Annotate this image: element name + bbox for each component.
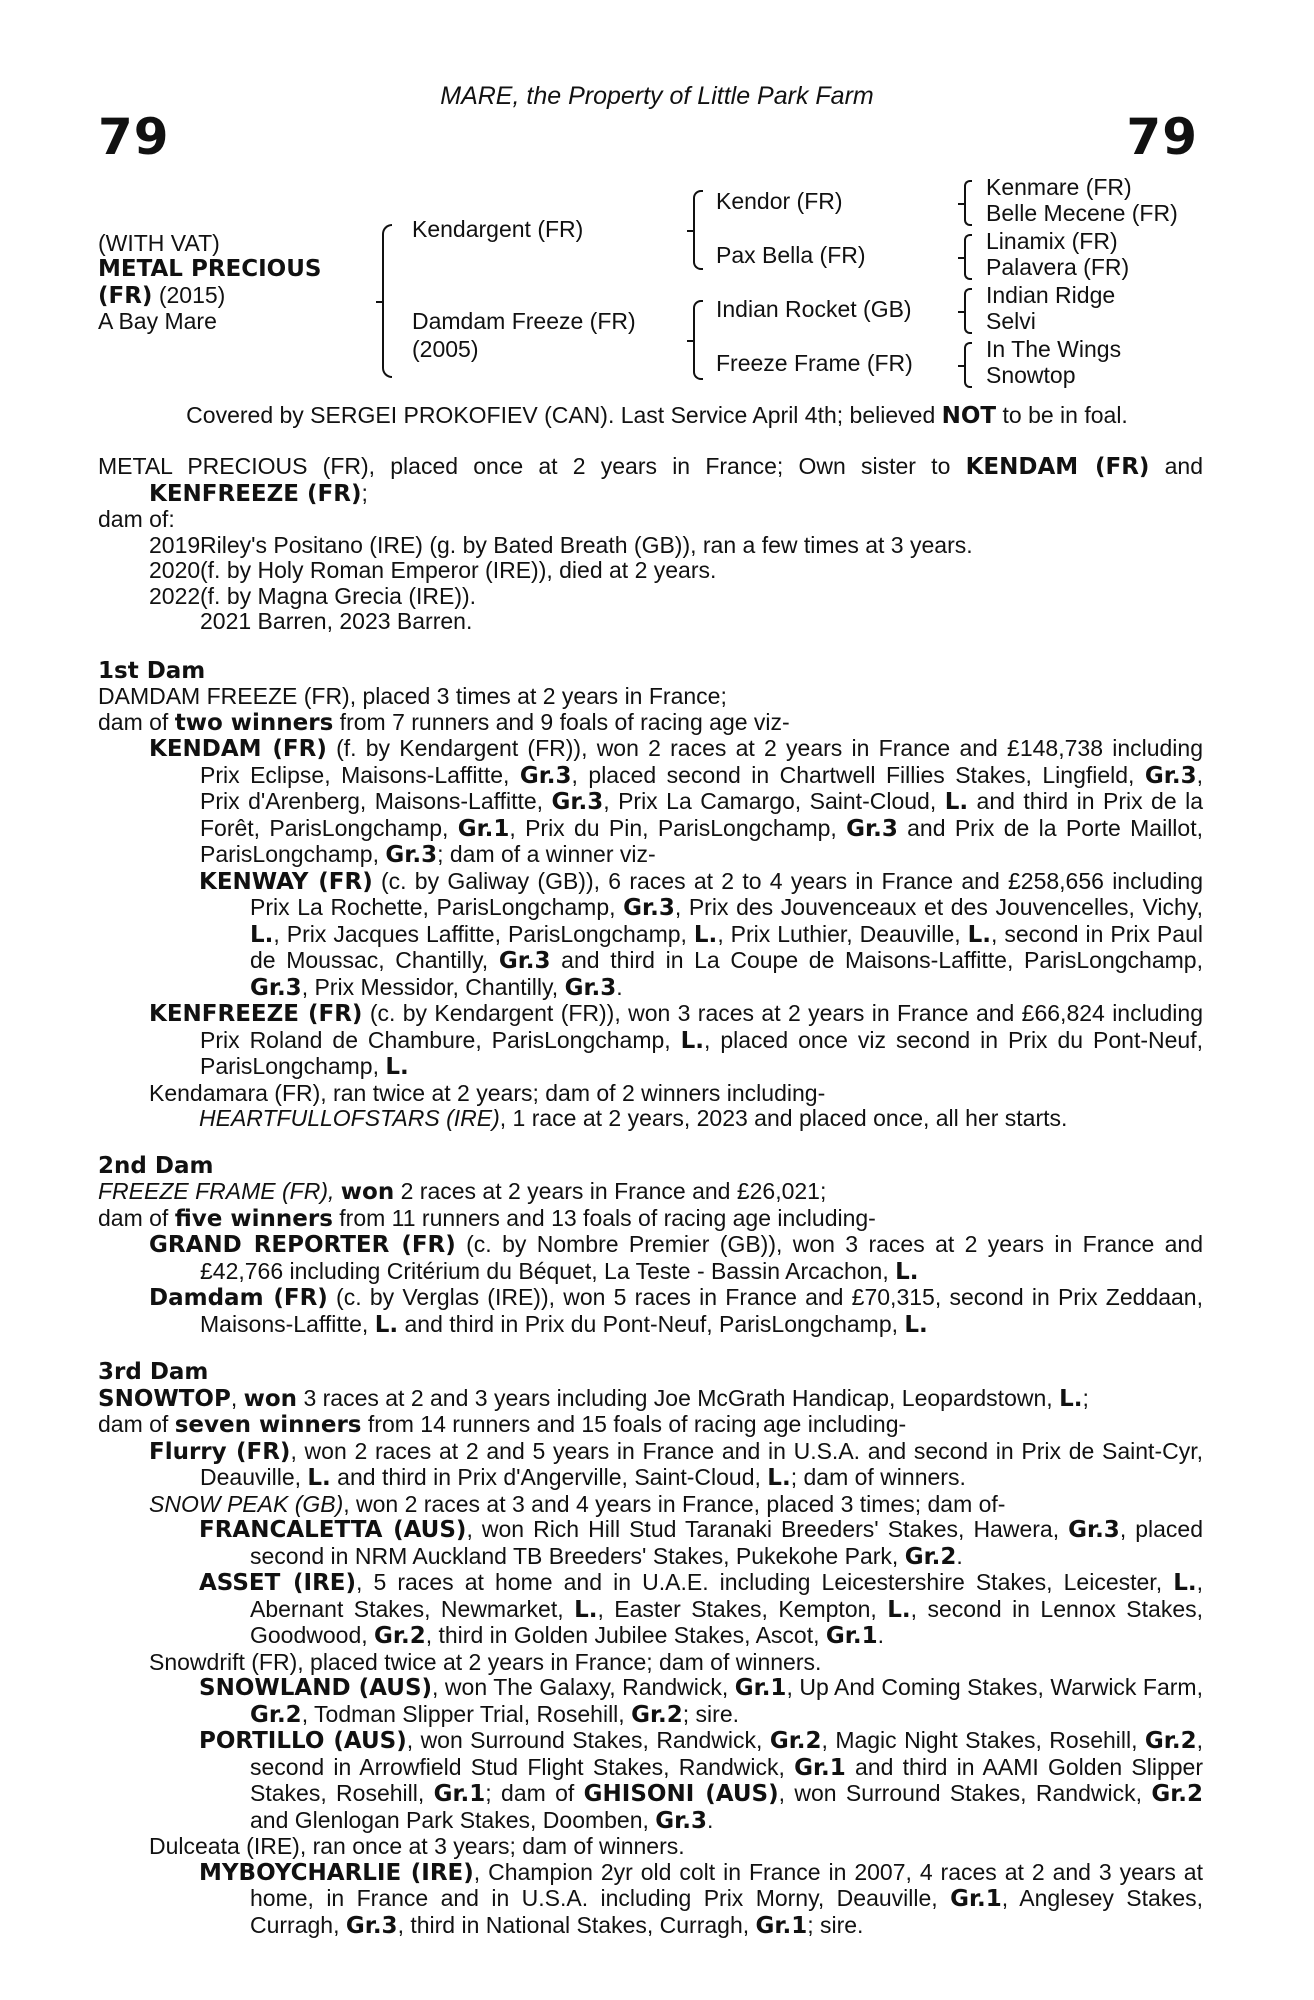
progeny-kenfreeze: KENFREEZE (FR) (c. by Kendargent (FR)), won 3 races at 2 years in France and £66,824 including Prix Roland de Chambure, ParisLongchamp, L., placed once viz second in Prix du Pont-Neuf, ParisLongchamp, L. (149, 1000, 1203, 1080)
progeny-myboycharlie: MYBOYCHARLIE (IRE), Champion 2yr old colt in France in 2007, 4 races at 2 and 3 years at home, in France and in U.S.A. including Prix Morny, Deauville, Gr.1, Anglesey Stakes, Curragh, Gr.3, third in National Stakes, Curragh, Gr.1; sire. (199, 1858, 1203, 1939)
vat-note: (WITH VAT) (98, 230, 220, 256)
gen4-snowtop: Snowtop (986, 362, 1076, 388)
second-dam-line: FREEZE FRAME (FR), won 2 races at 2 years in France and £26,021; (98, 1178, 827, 1205)
produce-record (98, 533, 1203, 635)
progeny-kendamara: Kendamara (FR), ran twice at 2 years; dam of 2 winners including- (149, 1079, 826, 1106)
horse-name: METAL PRECIOUS (98, 256, 322, 282)
brace-gen3-2 (964, 234, 972, 280)
produce-row: 2022(f. by Magna Grecia (IRE)). (149, 582, 477, 609)
dam-year: (2005) (412, 336, 479, 362)
lot-number-left: 79 (98, 108, 170, 166)
second-dam-produce-line: dam of five winners from 11 runners and 13 foals of racing age including- (98, 1204, 876, 1232)
first-dam-line: DAMDAM FREEZE (FR), placed 3 times at 2 years in France; (98, 683, 727, 709)
sire-name: Kendargent (FR) (412, 216, 584, 242)
gen3-indian-rocket: Indian Rocket (GB) (716, 296, 912, 322)
gen4-kenmare: Kenmare (FR) (986, 174, 1132, 200)
progeny-damdam: Damdam (FR) (c. by Verglas (IRE)), won 5 races in France and £70,315, second in Prix Zeddaan, Maisons-Laffitte, L. and third in Prix du Pont-Neuf, ParisLongchamp, L. (149, 1284, 1203, 1338)
gen4-belle-mecene: Belle Mecene (FR) (986, 200, 1178, 226)
covering-note: Covered by SERGEI PROKOFIEV (CAN). Last Service April 4th; believed NOT to be in foal. (186, 402, 1128, 429)
progeny-portillo: PORTILLO (AUS), won Surround Stakes, Randwick, Gr.2, Magic Night Stakes, Rosehill, Gr.2, second in Arrowfield Stud Flight Stakes, Randwick, Gr.1 and third in AAMI Golden Slipper Stakes, Rosehill, Gr.1; dam of GHISONI (AUS), won Surround Stakes, Randwick, Gr.2 and Glenlogan Park Stakes, Doomben, Gr.3. (199, 1727, 1204, 1834)
progeny-snowdrift: Snowdrift (FR), placed twice at 2 years in France; dam of winners. (149, 1648, 822, 1675)
gen4-indian-ridge: Indian Ridge (986, 282, 1116, 308)
page-title: MARE, the Property of Little Park Farm (440, 82, 874, 110)
first-dam-produce-line: dam of two winners from 7 runners and 9 foals of racing age viz- (98, 708, 790, 736)
progeny-grand-reporter: GRAND REPORTER (FR) (c. by Nombre Premier (GB)), won 3 races at 2 years in France and £42,766 including Critérium du Béquet, La Teste - Bassin Arcachon, L. (149, 1231, 1203, 1285)
brace-gen3-1 (964, 180, 972, 226)
brace-gen2-sire (693, 190, 703, 270)
third-dam-heading: 3rd Dam (98, 1359, 209, 1385)
gen3-pax-bella: Pax Bella (FR) (716, 242, 866, 268)
progeny-kendam: KENDAM (FR) (f. by Kendargent (FR)), won 2 races at 2 years in France and £148,738 including Prix Eclipse, Maisons-Laffitte, Gr.3, placed second in Chartwell Fillies Stakes, Lingfield, Gr.3, Prix d'Arenberg, Maisons-Laffitte, Gr.3, Prix La Camargo, Saint-Cloud, L. and third in Prix de la Forêt, ParisLongchamp, Gr.1, Prix du Pin, ParisLongchamp, Gr.3 and Prix de la Porte Maillot, ParisLongchamp, Gr.3; dam of a winner viz- (149, 735, 1204, 868)
third-dam-produce-line: dam of seven winners from 14 runners and 15 foals of racing age including- (98, 1411, 907, 1438)
catalogue-body (98, 454, 1203, 1939)
horse-origin-year: (FR) (2015) (98, 282, 226, 309)
second-dam-heading: 2nd Dam (98, 1152, 214, 1179)
third-dam-line: SNOWTOP, won 3 races at 2 and 3 years including Joe McGrath Handicap, Leopardstown, L.; (98, 1384, 1089, 1412)
brace-gen3-3 (964, 288, 972, 334)
brace-gen2-dam (693, 300, 703, 380)
progeny-snowland: SNOWLAND (AUS), won The Galaxy, Randwick, Gr.1, Up And Coming Stakes, Warwick Farm, Gr.2, Todman Slipper Trial, Rosehill, Gr.2; sire. (199, 1674, 1203, 1728)
dam-name: Damdam Freeze (FR) (412, 308, 636, 334)
progeny-snow-peak: SNOW PEAK (GB), won 2 races at 3 and 4 years in France, placed 3 times; dam of- (149, 1490, 1006, 1517)
gen3-freeze-frame: Freeze Frame (FR) (716, 350, 913, 376)
progeny-dulceata: Dulceata (IRE), ran once at 3 years; dam of winners. (149, 1833, 685, 1859)
lot-number-right: 79 (1126, 108, 1198, 166)
produce-row: 2021 Barren, 2023 Barren. (200, 608, 473, 634)
intro-paragraph: METAL PRECIOUS (FR), placed once at 2 years in France; Own sister to KENDAM (FR) and KENFREEZE (FR); (98, 453, 1204, 507)
progeny-heartfullofstars: HEARTFULLOFSTARS (IRE), 1 race at 2 years, 2023 and placed once, all her starts. (199, 1105, 1068, 1131)
dam-of-label: dam of: (98, 506, 175, 532)
gen4-palavera: Palavera (FR) (986, 254, 1130, 280)
horse-description: A Bay Mare (98, 308, 217, 334)
first-dam-heading: 1st Dam (98, 657, 206, 684)
progeny-kenway: KENWAY (FR) (c. by Galiway (GB)), 6 races at 2 to 4 years in France and £258,656 including Prix La Rochette, ParisLongchamp, Gr.3, Prix des Jouvenceaux et des Jouvencelles, Vichy, L., Prix Jacques Laffitte, ParisLongchamp, L., Prix Luthier, Deauville, L., second in Prix Paul de Moussac, Chantilly, Gr.3 and third in La Coupe de Maisons-Laffitte, ParisLongchamp, Gr.3, Prix Messidor, Chantilly, Gr.3. (199, 867, 1203, 1001)
gen4-in-the-wings: In The Wings (986, 336, 1122, 362)
brace-gen3-4 (964, 342, 972, 388)
produce-row: 2019Riley's Positano (IRE) (g. by Bated Breath (GB)), ran a few times at 3 years. (149, 531, 973, 558)
progeny-asset: ASSET (IRE), 5 races at home and in U.A.E. including Leicestershire Stakes, Leicester, L., Abernant Stakes, Newmarket, L., Easter Stakes, Kempton, L., second in Lennox Stakes, Goodwood, Gr.2, third in Golden Jubilee Stakes, Ascot, Gr.1. (199, 1569, 1204, 1649)
progeny-francaletta: FRANCALETTA (AUS), won Rich Hill Stud Taranaki Breeders' Stakes, Hawera, Gr.3, placed second in NRM Auckland TB Breeders' Stakes, Pukekohe Park, Gr.2. (199, 1516, 1204, 1570)
gen4-selvi: Selvi (986, 308, 1036, 334)
gen4-linamix: Linamix (FR) (986, 228, 1118, 254)
produce-row: 2020(f. by Holy Roman Emperor (IRE)), died at 2 years. (149, 557, 717, 583)
gen3-kendor: Kendor (FR) (716, 188, 843, 214)
progeny-flurry: Flurry (FR), won 2 races at 2 and 5 years in France and in U.S.A. and second in Prix de Saint-Cyr, Deauville, L. and third in Prix d'Angerville, Saint-Cloud, L.; dam of winners. (149, 1437, 1203, 1491)
brace-gen1 (382, 224, 392, 378)
